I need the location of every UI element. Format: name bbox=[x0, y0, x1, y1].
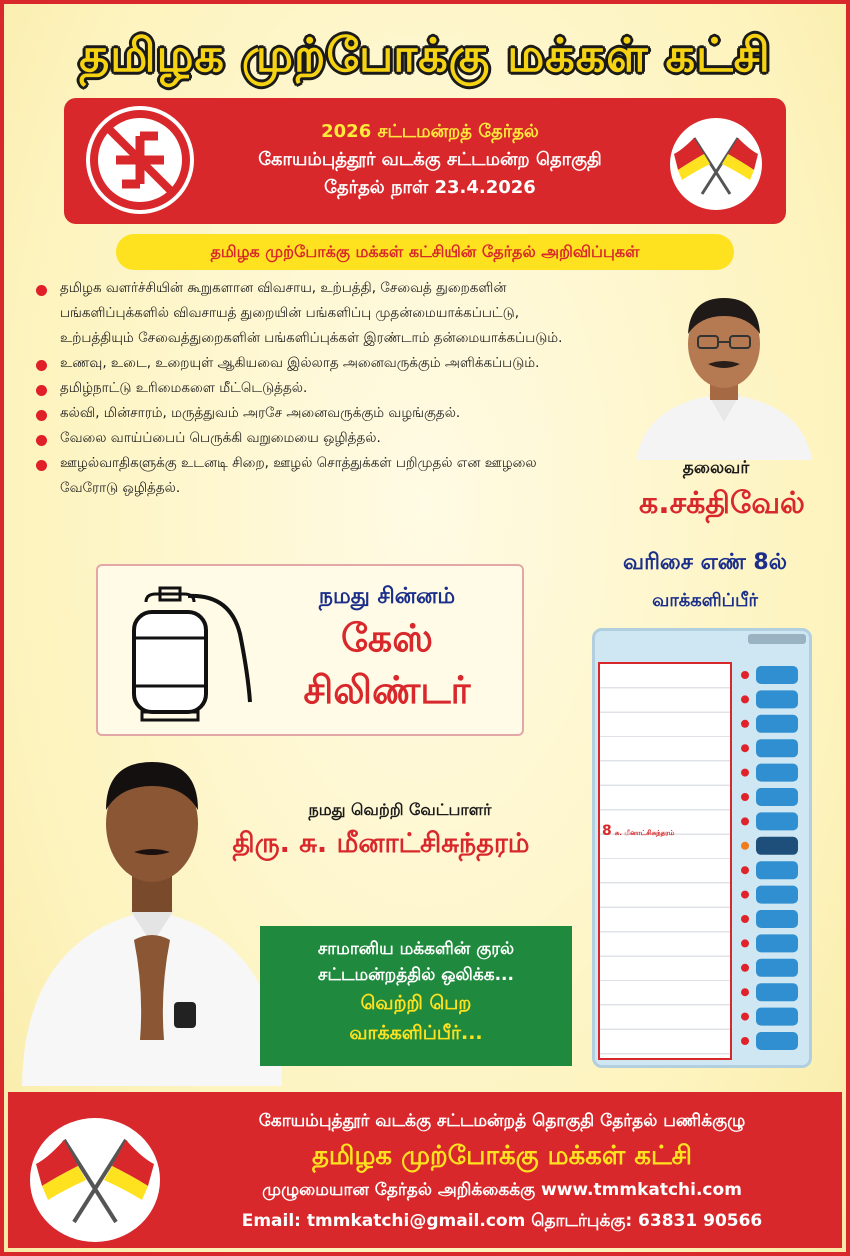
banner-text bbox=[200, 118, 660, 202]
ballot-entry-number: 8 bbox=[602, 823, 612, 839]
crossed-flags-icon bbox=[30, 1118, 160, 1242]
slogan-line-1: சாமானிய மக்களின் குரல் bbox=[317, 939, 515, 959]
announcement-text: தமிழக வளர்ச்சியின் கூறுகளான விவசாய, உற்பத்தி, சேவைத் துறைகளின் பங்களிப்புக்களில் விவசாயத் துறையின் பங்களிப்பு முதன்மையாக்கப்பட்டு, உற்பத்தியும் சேவைத்துறைகளின் பங்களிப்புக்கள் இரண்டாம் தன்மையாக்கப்படும். bbox=[60, 280, 563, 346]
banner-line-2: கோயம்புத்தூர் வடக்கு சட்டமன்ற தொகுதி bbox=[258, 149, 602, 170]
bullet-icon bbox=[36, 285, 47, 296]
symbol-name-line-1: கேஸ் bbox=[340, 616, 434, 660]
announcement-text: உணவு, உடை, உறையுள் ஆகியவை இல்லாத அனைவருக்கும் அளிக்கப்படும். bbox=[60, 355, 540, 371]
footer-website: முழுமையான தேர்தல் அறிக்கைக்கு www.tmmkatchi.com bbox=[262, 1180, 742, 1200]
leader-role: தலைவர் bbox=[682, 458, 750, 478]
leader-name: க.சக்திவேல் bbox=[639, 486, 805, 521]
list-item bbox=[32, 451, 592, 501]
announcement-list bbox=[32, 276, 592, 501]
slogan-line-4: வாக்களிப்பீர்... bbox=[349, 1022, 483, 1044]
symbol-name-line-2: சிலிண்டர் bbox=[303, 668, 471, 712]
bullet-icon bbox=[36, 360, 47, 371]
announcement-text: வேலை வாய்ப்பைப் பெருக்கி வறுமையை ஒழித்தல். bbox=[60, 430, 381, 446]
announcement-text: கல்வி, மின்சாரம், மருத்துவம் அரசே அனைவருக்கும் வழங்குதல். bbox=[60, 405, 461, 421]
leader-photo bbox=[626, 282, 822, 460]
announcement-text: தமிழ்நாட்டு உரிமைகளை மீட்டெடுத்தல். bbox=[60, 380, 308, 396]
gas-cylinder-icon bbox=[120, 574, 260, 724]
ballot-panel bbox=[598, 662, 732, 1060]
bullet-icon bbox=[36, 410, 47, 421]
footer-line-1: கோயம்புத்தூர் வடக்கு சட்டமன்றத் தொகுதி தேர்தல் பணிக்குழு bbox=[258, 1111, 746, 1131]
bullet-icon bbox=[36, 385, 47, 396]
banner-line-3: தேர்தல் நாள் 23.4.2026 bbox=[324, 177, 536, 198]
footer-text bbox=[170, 1104, 834, 1236]
list-item bbox=[32, 401, 592, 426]
list-item bbox=[32, 276, 592, 351]
bullet-icon bbox=[36, 460, 47, 471]
ballot-serial-line-2: வாக்களிப்பீர் bbox=[652, 590, 758, 611]
ballot-entry bbox=[602, 820, 728, 842]
banner-line-1: 2026 சட்டமன்றத் தேர்தல் bbox=[321, 121, 539, 142]
footer-party-name: தமிழக முற்போக்கு மக்கள் கட்சி bbox=[311, 1141, 693, 1171]
ballot-serial-line-1: வரிசை எண் 8ல் bbox=[623, 550, 787, 575]
list-item bbox=[32, 376, 592, 401]
announcements-heading: தமிழக முற்போக்கு மக்கள் கட்சியின் தேர்தல் அறிவிப்புகள் bbox=[116, 234, 734, 270]
slogan-line-2: சட்டமன்றத்தில் ஒலிக்க... bbox=[318, 965, 514, 985]
footer-contact: Email: tmmkatchi@gmail.com தொடர்புக்கு: 63831 90566 bbox=[241, 1211, 763, 1231]
announcement-text: ஊழல்வாதிகளுக்கு உடனடி சிறை, ஊழல் சொத்துக்கள் பறிமுதல் என ஊழலை வேரோடு ஒழித்தல். bbox=[60, 455, 537, 496]
candidate-photo bbox=[14, 740, 290, 1086]
candidate-name: திரு. சு. மீனாட்சிசுந்தரம் bbox=[232, 828, 530, 859]
party-title: தமிழக முற்போக்கு மக்கள் கட்சி bbox=[79, 28, 771, 82]
candidate-caption: நமது வெற்றி வேட்பாளர் bbox=[308, 800, 492, 819]
party-logo-icon bbox=[86, 106, 194, 214]
ballot-entry-name: சு. மீனாட்சிசுந்தரம் bbox=[614, 829, 675, 837]
bullet-icon bbox=[36, 435, 47, 446]
symbol-caption: நமது சின்னம் bbox=[318, 584, 456, 609]
slogan-line-3: வெற்றி பெற bbox=[360, 992, 472, 1014]
slogan-box bbox=[260, 926, 572, 1066]
list-item bbox=[32, 351, 592, 376]
list-item bbox=[32, 426, 592, 451]
crossed-flags-icon bbox=[670, 118, 762, 210]
